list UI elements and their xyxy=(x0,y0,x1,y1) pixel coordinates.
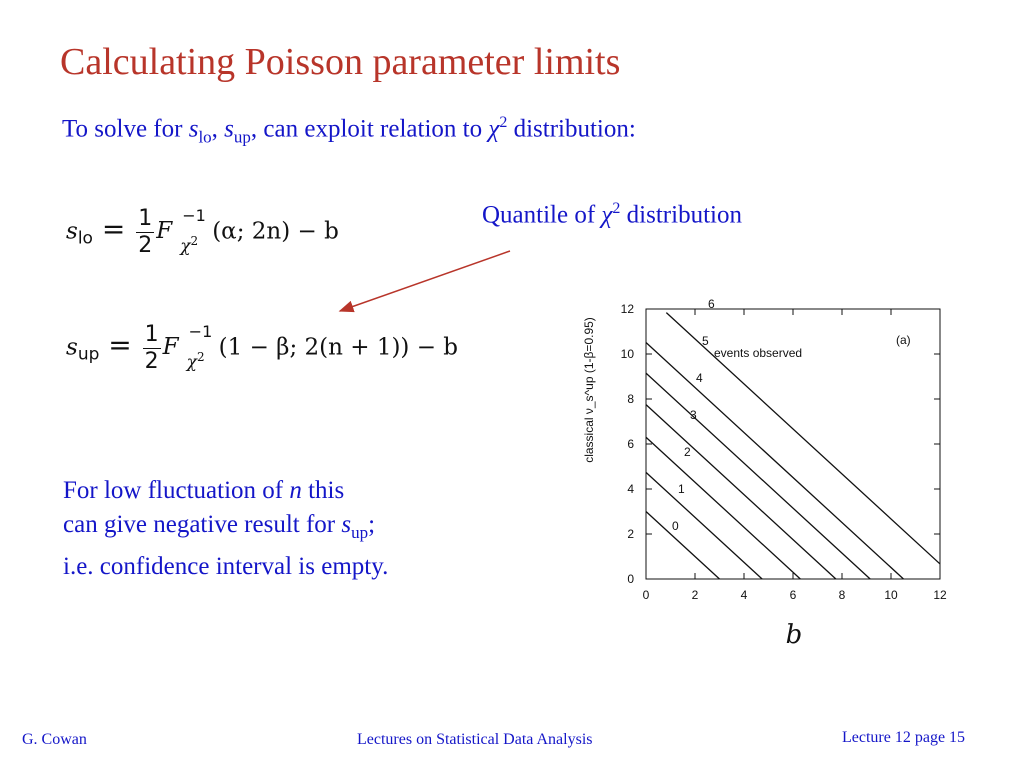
slide-title: Calculating Poisson parameter limits xyxy=(60,41,621,83)
y-tick-label: 0 xyxy=(627,572,634,586)
series-line-4 xyxy=(646,373,870,579)
x-tick-label: 12 xyxy=(933,588,947,602)
series-line-0 xyxy=(646,512,720,580)
body-text: For low fluctuation of n this can give negative result for $s_{up}$; i.e. confidence interval is empty. xyxy=(63,477,389,580)
footer-course: Lectures on Statistical Data Analysis xyxy=(357,731,593,748)
y-tick-label: 2 xyxy=(627,527,634,541)
x-axis-label: b xyxy=(785,620,803,650)
y-tick-label: 10 xyxy=(620,347,634,361)
series-line-5 xyxy=(646,343,903,579)
series-label-6: 6 xyxy=(708,297,715,311)
series-label-1: 1 xyxy=(678,482,685,496)
series-line-6 xyxy=(666,313,940,564)
annotation-events-observed: events observed xyxy=(714,346,803,360)
y-axis-label: classical ν_s^up (1-β=0.95) xyxy=(582,317,596,463)
series-label-4: 4 xyxy=(696,371,703,385)
y-tick-label: 4 xyxy=(627,482,634,496)
y-tick-label: 6 xyxy=(627,437,634,451)
pointer-arrow xyxy=(340,251,510,311)
series-label-0: 0 xyxy=(672,519,679,533)
equation-slo: $s_{lo}$ = $\frac{1}{2}$ F −1 $\chi^2$ (α; 2n) − b xyxy=(66,205,339,258)
slide-subtitle: To solve for $s_{lo}$, $s_{up}$, can exploit relation to $\chi^2$ distribution: xyxy=(62,114,636,147)
y-tick-label: 8 xyxy=(627,392,634,406)
x-tick-label: 4 xyxy=(740,588,748,602)
y-tick-label: 12 xyxy=(620,302,634,316)
series-label-5: 5 xyxy=(702,334,709,348)
series-line-1 xyxy=(646,472,762,579)
series-line-3 xyxy=(646,405,836,579)
equation-sup: $s_{up}$ = $\frac{1}{2}$ F −1 $\chi^2$ (1 − β; 2(n + 1)) − b xyxy=(66,321,459,374)
series-line-2 xyxy=(646,437,800,579)
x-tick-label: 10 xyxy=(884,588,898,602)
x-tick-label: 8 xyxy=(838,588,846,602)
series-label-2: 2 xyxy=(684,445,691,459)
x-tick-label: 6 xyxy=(789,588,797,602)
series-label-3: 3 xyxy=(690,408,697,422)
x-tick-label: 2 xyxy=(691,588,699,602)
quantile-label: Quantile of $\chi^2$ distribution xyxy=(482,200,742,229)
footer-page: Lecture 12 page 15 xyxy=(842,729,966,746)
panel-label: (a) xyxy=(896,333,911,347)
x-tick-label: 0 xyxy=(642,588,650,602)
footer-author: G. Cowan xyxy=(22,731,87,748)
